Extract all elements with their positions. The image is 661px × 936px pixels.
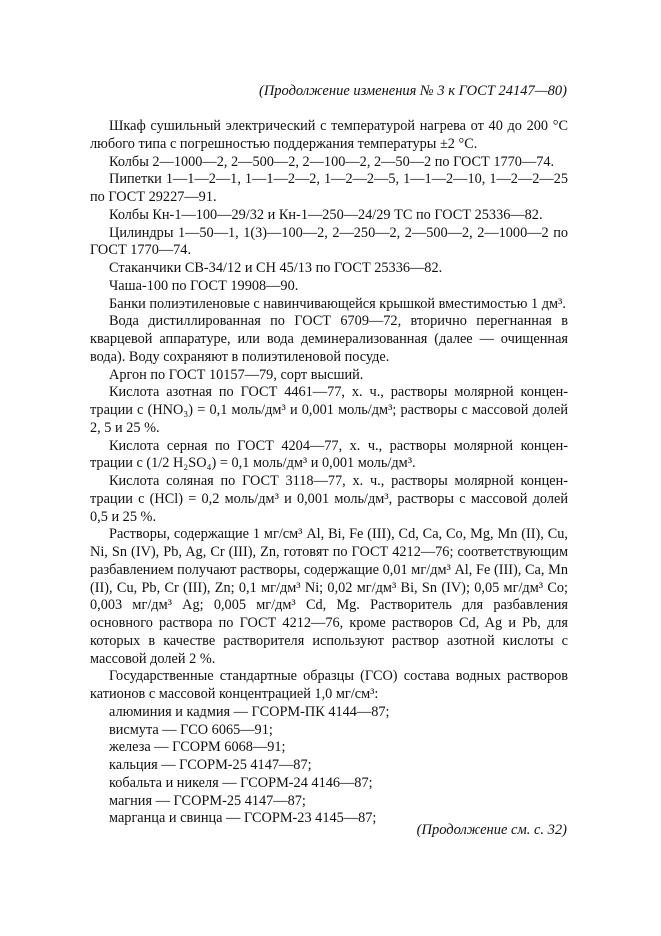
paragraph: Банки полиэтиленовые с навинчивающейся крышкой вместимостью 1 дм³. <box>109 295 566 312</box>
list-item: магния — ГСОРМ-25 4147—87; <box>109 792 306 809</box>
paragraph: Цилиндры 1—50—1, 1(3)—100—2, 2—250—2, 2—500—2, 2—1000—2 по ГОСТ 1770—74. <box>90 224 568 259</box>
paragraph: Чаша-100 по ГОСТ 19908—90. <box>109 277 299 294</box>
paragraph: Растворы, содержащие 1 мг/см³ Al, Bi, Fe (III), Cd, Ca, Co, Mg, Mn (II), Cu, Ni, Sn (IV), Pb, Ag, Cr (III), Zn, готовят по ГОСТ 4212—76; соответствующим разбавлением получают растворы, содержащие 0,01 мг/дм³ Al, Fe (III), Ca, Mn (II), Cu, Pb, Cr (III), Zn; 0,1 мг/дм³ Ni; 0,02 мг/дм³ Bi, Sn (IV); 0,05 мг/дм³ Co; 0,003 мг/дм³ Ag; 0,005 мг/дм³ Cd, Mg. Растворитель для разбавления основного раствора по ГОСТ 4212—76, кроме растворов Cd, Ag и Pb, для которых в качестве растворителя используют раствор азотной кислоты с массовой долей 2 %. <box>90 526 568 667</box>
list-item: висмута — ГСО 6065—91; <box>109 721 273 738</box>
paragraph: Кислота серная по ГОСТ 4204—77, х. ч., растворы молярной концентрации c (1/2 H₂SO₄) = 0,1 моль/дм³ и 0,001 моль/дм³. <box>90 437 568 472</box>
list-item: марганца и свинца — ГСОРМ-23 4145—87; <box>109 810 377 827</box>
document-body <box>90 118 568 828</box>
list-item: алюминия и кадмия — ГСОРМ-ПК 4144—87; <box>109 703 390 720</box>
paragraph: Кислота азотная по ГОСТ 4461—77, х. ч., растворы молярной концентрации c (HNO₃) = 0,1 моль/дм³ и 0,001 моль/дм³; растворы с массовой долей 2, 5 и 25 %. <box>90 384 568 436</box>
paragraph: Стаканчики СВ-34/12 и СН 45/13 по ГОСТ 25336—82. <box>109 260 443 276</box>
paragraph: Пипетки 1—1—2—1, 1—1—2—2, 1—2—2—5, 1—1—2—10, 1—2—2—25 по ГОСТ 29227—91. <box>90 171 568 205</box>
page-footer: (Продолжение см. с. 32) <box>416 822 567 838</box>
list-item: кальция — ГСОРМ-25 4147—87; <box>109 757 312 773</box>
paragraph: Вода дистиллированная по ГОСТ 6709—72, вторично перегнанная в кварцевой аппаратуре, или вода деминерализованная (далее — очищенная вода). Воду сохраняют в полиэтиленовой посуде. <box>90 313 568 365</box>
paragraph: Аргон по ГОСТ 10157—79, сорт высший. <box>109 366 364 383</box>
paragraph: Шкаф сушильный электрический с температурой нагрева от 40 до 200 °С любого типа с погрешностью поддержания температуры ±2 °С. <box>90 118 568 152</box>
paragraph: Колбы Кн-1—100—29/32 и Кн-1—250—24/29 ТС по ГОСТ 25336—82. <box>109 206 543 223</box>
page-header: (Продолжение изменения № 3 к ГОСТ 24147—80) <box>258 83 567 99</box>
list-item: кобальта и никеля — ГСОРМ-24 4146—87; <box>109 774 373 791</box>
paragraph: Кислота соляная по ГОСТ 3118—77, х. ч., растворы молярной концентрации c (HCl) = 0,2 моль/дм³ и 0,001 моль/дм³, растворы с массовой долей 0,5 и 25 %. <box>90 473 568 525</box>
list-item: железа — ГСОРМ 6068—91; <box>109 739 286 756</box>
paragraph: Государственные стандартные образцы (ГСО) состава водных растворов катионов с массовой концентрацией 1,0 мг/см³: <box>90 668 568 702</box>
paragraph: Колбы 2—1000—2, 2—500—2, 2—100—2, 2—50—2 по ГОСТ 1770—74. <box>109 153 555 170</box>
